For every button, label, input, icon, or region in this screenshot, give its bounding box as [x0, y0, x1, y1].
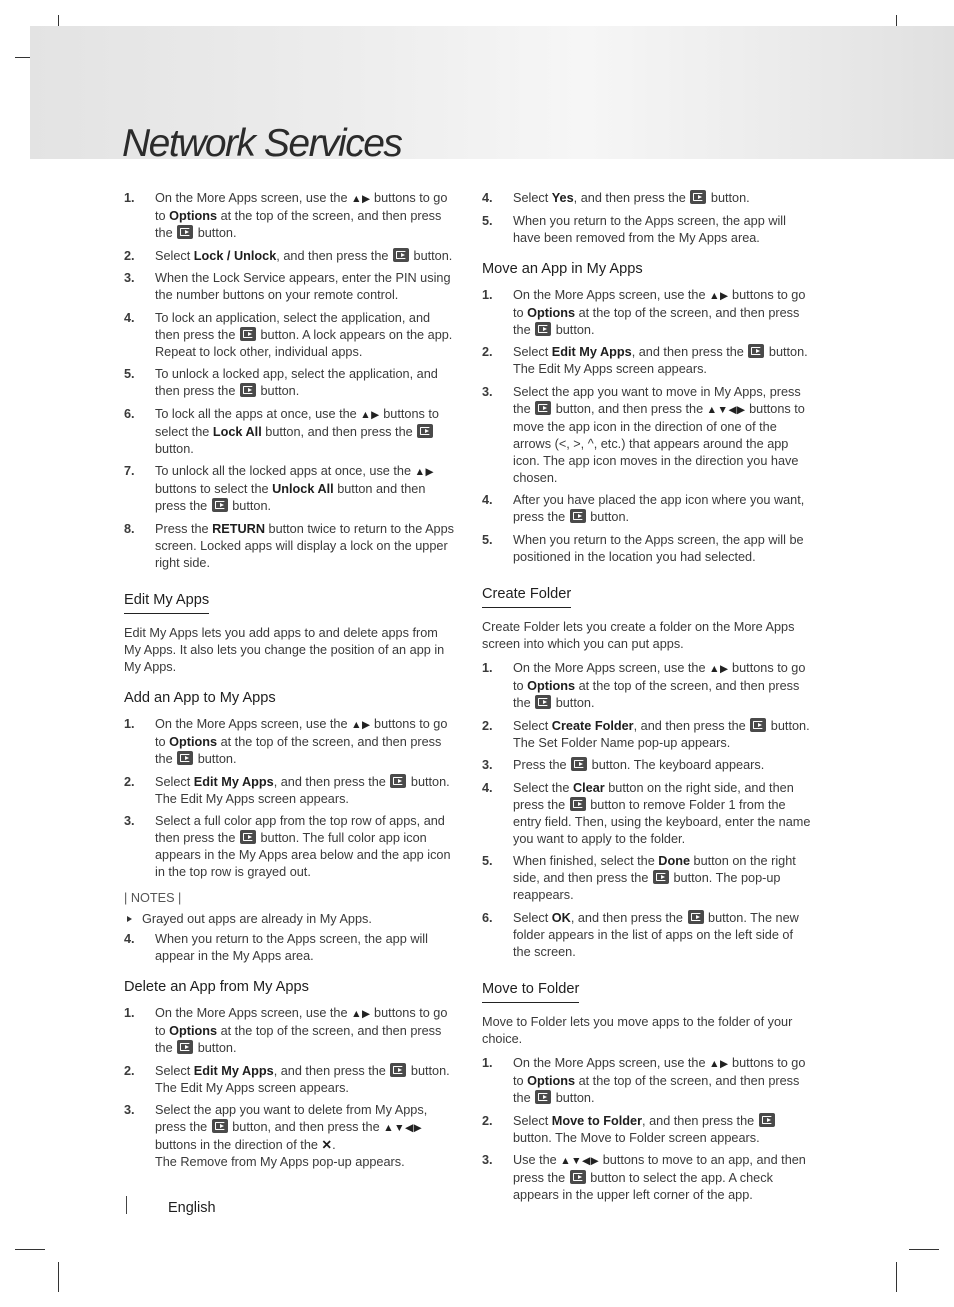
footer-divider — [126, 1196, 127, 1214]
list-item: 8. Press the RETURN button twice to return to the Apps screen. Locked apps will display a lock on the upper right side. — [124, 521, 455, 570]
list-item: 6. To lock all the apps at once, use the ▲▶ buttons to select the Lock All button, and then press the button. — [124, 406, 439, 456]
list-item: 4. Select Yes, and then press the button. — [482, 191, 750, 205]
enter-button-icon — [240, 830, 256, 844]
list-item: 3. Select a full color app from the top row of apps, and then press the button. The full color app icon appears in the My Apps area below and the app icon in the top row is grayed out. — [124, 814, 451, 879]
delete-app-steps-list — [124, 1005, 456, 1171]
list-item: 3. Press the button. The keyboard appears. — [482, 758, 765, 772]
enter-button-icon — [390, 774, 406, 788]
list-item: 6. Select OK, and then press the button. The new folder appears in the list of apps on the left side of the screen. — [482, 910, 799, 959]
move-folder-steps-list — [482, 1055, 814, 1204]
section-description: Create Folder lets you create a folder on the More Apps screen into which you can put apps. — [482, 620, 795, 651]
list-item: 2. Select Create Folder, and then press the button. The Set Folder Name pop-up appears. — [482, 718, 810, 750]
list-item: 3. When the Lock Service appears, enter the PIN using the number buttons on your remote control. — [124, 271, 451, 302]
list-item: 3. Select the app you want to delete from My Apps, press the button, and then press the ▲▼◀▶ buttons in the direction of the ✕. The Remove from My Apps pop-up appears. — [124, 1103, 428, 1169]
add-app-steps-list — [124, 716, 456, 881]
bullet-triangle-icon — [127, 916, 132, 922]
enter-button-icon — [212, 1119, 228, 1133]
delete-app-steps-list-cont — [482, 190, 814, 247]
list-item: 7. To unlock all the locked apps at once, use the ▲▶ buttons to select the Unlock All button and then press the button. — [124, 464, 435, 513]
section-heading-add-app: Add an App to My Apps — [124, 690, 276, 706]
list-item: 5. When finished, select the Done button on the right side, and then press the button. The pop-up reappears. — [482, 854, 796, 902]
section-heading-move-to-folder: Move to Folder — [482, 981, 579, 1003]
enter-button-icon — [417, 424, 433, 438]
enter-button-icon — [690, 190, 706, 204]
enter-button-icon — [748, 344, 764, 358]
section-description: Move to Folder lets you move apps to the folder of your choice. — [482, 1015, 793, 1046]
left-column — [124, 190, 456, 1177]
list-item: 2. Select Move to Folder, and then press the button. The Move to Folder screen appears. — [482, 1113, 814, 1147]
up-right-arrows-icon: ▲▶ — [351, 1008, 371, 1020]
list-item: 1. On the More Apps screen, use the ▲▶ buttons to go to Options at the top of the screen, and then press the button. — [482, 287, 806, 337]
list-item: 2. Select Lock / Unlock, and then press the button. — [124, 248, 453, 263]
notes-label: | NOTES | — [124, 891, 182, 905]
section-heading-create-folder: Create Folder — [482, 586, 571, 608]
enter-button-icon — [535, 401, 551, 415]
enter-button-icon — [535, 322, 551, 336]
list-item: 1. On the More Apps screen, use the ▲▶ buttons to go to Options at the top of the screen, and then press the button. — [124, 1006, 448, 1055]
crop-mark — [896, 1262, 897, 1292]
list-item: 4. Select the Clear button on the right side, and then press the button to remove Folder 1 from the entry field. Then, using the keyboard, enter the name you want to apply to the folder. — [482, 780, 811, 846]
up-right-arrows-icon: ▲▶ — [709, 1058, 729, 1070]
crop-mark — [15, 1249, 45, 1250]
up-right-arrows-icon: ▲▶ — [709, 289, 729, 302]
section-description: Edit My Apps lets you add apps to and delete apps from My Apps. It also lets you change the position of an app in My Apps. — [124, 626, 445, 674]
four-way-arrows-icon: ▲▼◀▶ — [706, 403, 746, 416]
list-item: 5. To unlock a locked app, select the application, and then press the button. — [124, 367, 438, 398]
enter-button-icon — [177, 225, 193, 239]
list-item: 1. On the More Apps screen, use the ▲▶ buttons to go to Options at the top of the screen, and then press the button. — [124, 191, 448, 240]
enter-button-icon — [535, 1090, 551, 1104]
enter-button-icon — [177, 751, 193, 765]
section-heading-delete-app: Delete an App from My Apps — [124, 979, 309, 995]
up-right-arrows-icon: ▲▶ — [709, 663, 729, 675]
x-icon: ✕ — [321, 1138, 333, 1152]
list-item: 2. Select Edit My Apps, and then press the button. The Edit My Apps screen appears. — [482, 345, 808, 376]
list-item: 4. After you have placed the app icon where you want, press the button. — [482, 493, 805, 524]
enter-button-icon — [240, 327, 256, 341]
enter-button-icon — [688, 910, 704, 924]
crop-mark — [909, 1249, 939, 1250]
list-item: 1. On the More Apps screen, use the ▲▶ buttons to go to Options at the top of the screen, and then press the button. — [482, 661, 806, 710]
enter-button-icon — [570, 509, 586, 523]
list-item: 4. When you return to the Apps screen, the app will appear in the My Apps area. — [124, 932, 428, 963]
enter-button-icon — [393, 248, 409, 262]
four-way-arrows-icon: ▲▼◀▶ — [383, 1122, 423, 1134]
lock-steps-list — [124, 190, 456, 572]
list-item: 2. Select Edit My Apps, and then press the button. The Edit My Apps screen appears. — [124, 774, 450, 806]
enter-button-icon — [653, 870, 669, 884]
enter-button-icon — [390, 1063, 406, 1077]
enter-button-icon — [571, 757, 587, 771]
enter-button-icon — [570, 1170, 586, 1184]
up-right-arrows-icon: ▲▶ — [360, 408, 380, 421]
crop-mark — [58, 1262, 59, 1292]
list-item: 2. Select Edit My Apps, and then press the button. The Edit My Apps screen appears. — [124, 1063, 450, 1095]
enter-button-icon — [759, 1113, 775, 1127]
page-title: Network Services — [122, 122, 402, 165]
add-app-steps-list-cont — [124, 931, 456, 965]
list-item: 4. To lock an application, select the application, and then press the button. A lock appears on the app. Repeat to lock other, individual apps. — [124, 310, 453, 359]
enter-button-icon — [177, 1040, 193, 1054]
enter-button-icon — [212, 498, 228, 512]
list-item: 3. Select the app you want to move in My Apps, press the button, and then press the ▲▼◀▶ buttons to move the app icon in the direction of one of the arrows (<, >, ^, etc.) that appears around the app icon. The app icon moves in the direction you have chosen. — [482, 384, 805, 485]
section-heading-move-app: Move an App in My Apps — [482, 260, 643, 277]
enter-button-icon — [535, 695, 551, 709]
move-app-steps-list — [482, 287, 814, 566]
enter-button-icon — [570, 797, 586, 811]
up-right-arrows-icon: ▲▶ — [414, 466, 435, 478]
list-item: 1. On the More Apps screen, use the ▲▶ buttons to go to Options at the top of the screen, and then press the button. — [482, 1056, 806, 1105]
four-way-arrows-icon: ▲▼◀▶ — [560, 1155, 600, 1167]
up-right-arrows-icon: ▲▶ — [351, 719, 371, 731]
list-item: 1. On the More Apps screen, use the ▲▶ buttons to go to Options at the top of the screen, and then press the button. — [124, 717, 448, 766]
note-item: Grayed out apps are already in My Apps. — [124, 911, 456, 928]
list-item: 5. When you return to the Apps screen, the app will be positioned in the location you had selected. — [482, 532, 804, 564]
list-item: 5. When you return to the Apps screen, the app will have been removed from the My Apps area. — [482, 213, 786, 245]
enter-button-icon — [240, 383, 256, 397]
create-folder-steps-list — [482, 660, 814, 961]
up-right-arrows-icon: ▲▶ — [351, 193, 371, 205]
right-column — [482, 190, 814, 1210]
section-heading-edit-my-apps: Edit My Apps — [124, 592, 209, 614]
enter-button-icon — [750, 718, 766, 732]
footer-language: English — [168, 1200, 216, 1216]
list-item: 3. Use the ▲▼◀▶ buttons to move to an app, and then press the button to select the app. A check appears in the upper left corner of the app. — [482, 1153, 806, 1202]
